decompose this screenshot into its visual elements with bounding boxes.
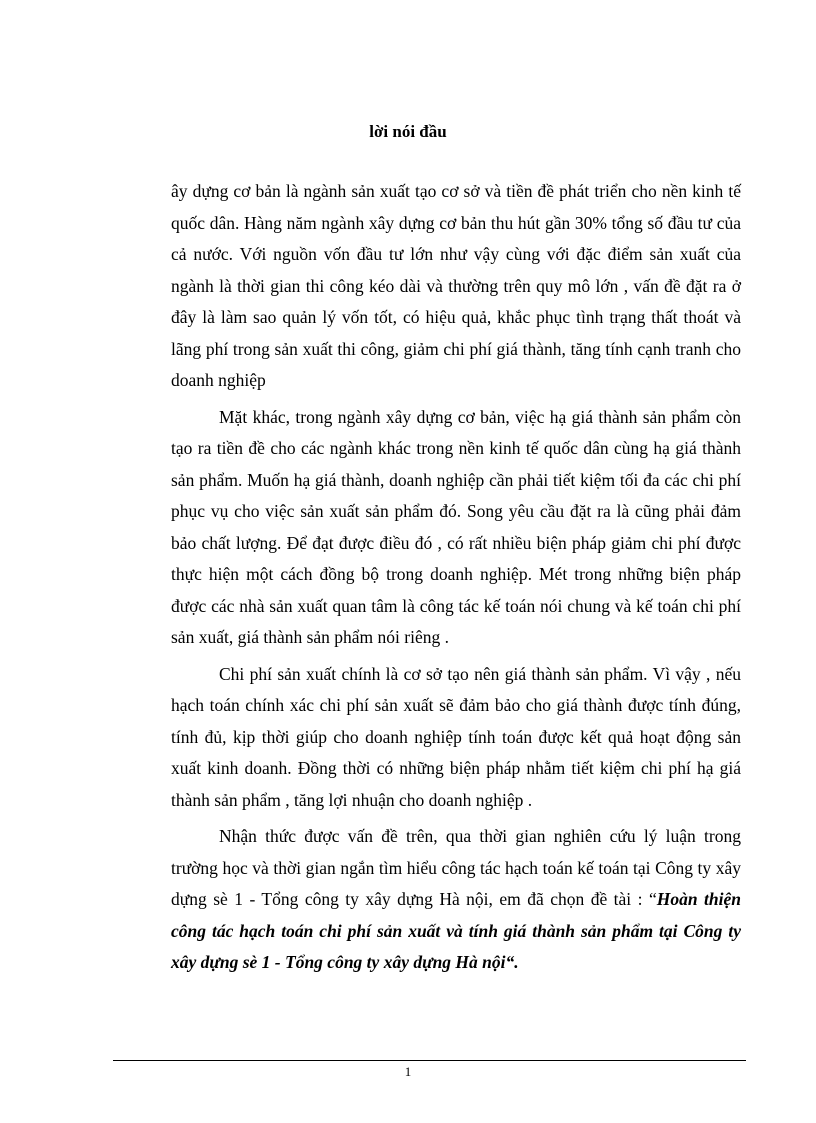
document-body <box>171 176 741 984</box>
footer-divider <box>113 1060 746 1061</box>
paragraph-production-cost: Chi phí sản xuất chính là cơ sở tạo nên giá thành sản phẩm. Vì vậy , nếu hạch toán chính xác chi phí sản xuất sẽ đảm bảo cho giá thành được tính đúng, tính đủ, kịp thời giúp cho doanh nghiệp tính toán được kết quả hoạt động sản xuất kinh doanh. Đồng thời có những biện pháp nhằm tiết kiệm chi phí hạ giá thành sản phẩm , tăng lợi nhuận cho doanh nghiệp . <box>171 663 741 810</box>
page-title: lời nói đầu <box>369 122 447 141</box>
paragraph-topic-selection <box>171 821 741 979</box>
topic-closing-text: “. <box>505 952 519 972</box>
paragraph-intro: ây dựng cơ bản là ngành sản xuất tạo cơ sở và tiền đề phát triển cho nền kinh tế quốc dân. Hàng năm ngành xây dựng cơ bản thu hút gần 30% tổng số đầu tư của cả nước. Với nguồn vốn đầu tư lớn như vậy cùng với đặc điểm sản xuất của ngành là thời gian thi công kéo dài và thường trên quy mô lớn , vấn đề đặt ra ở đây là làm sao quản lý vốn tốt, có hiệu quả, khắc phục tình trạng thất thoát và lãng phí trong sản xuất thi công, giảm chi phí giá thành, tăng tính cạnh tranh cho doanh nghiệp <box>171 181 741 390</box>
thesis-topic-title: Hoàn thiện công tác hạch toán chi phí sản xuất và tính giá thành sản phẩm tại Công ty xây dựng sè 1 - Tổng công ty xây dựng Hà nội <box>171 889 741 972</box>
page-number: 1 <box>404 1064 412 1079</box>
topic-intro-text: Nhận thức được vấn đề trên, qua thời gian nghiên cứu lý luận trong trường học và thời gian ngắn tìm hiểu công tác hạch toán kế toán tại Công ty xây dựng sè 1 - Tổng công ty xây dựng Hà nội, em đã chọn đề tài : “ <box>171 826 741 909</box>
paragraph-cost-reduction: Mặt khác, trong ngành xây dựng cơ bản, việc hạ giá thành sản phẩm còn tạo ra tiền đề cho các ngành khác trong nền kinh tế quốc dân cùng hạ giá thành sản phẩm. Muốn hạ giá thành, doanh nghiệp cần phải tiết kiệm tối đa các chi phí phục vụ cho việc sản xuất sản phẩm đó. Song yêu cầu đặt ra là cũng phải đảm bảo chất lượng. Để đạt được điều đó , có rất nhiều biện pháp giảm chi phí được thực hiện một cách đồng bộ trong doanh nghiệp. Mét trong những biện pháp được các nhà sản xuất quan tâm là công tác kế toán nói chung và kế toán chi phí sản xuất, giá thành sản phẩm nói riêng . <box>171 406 741 647</box>
